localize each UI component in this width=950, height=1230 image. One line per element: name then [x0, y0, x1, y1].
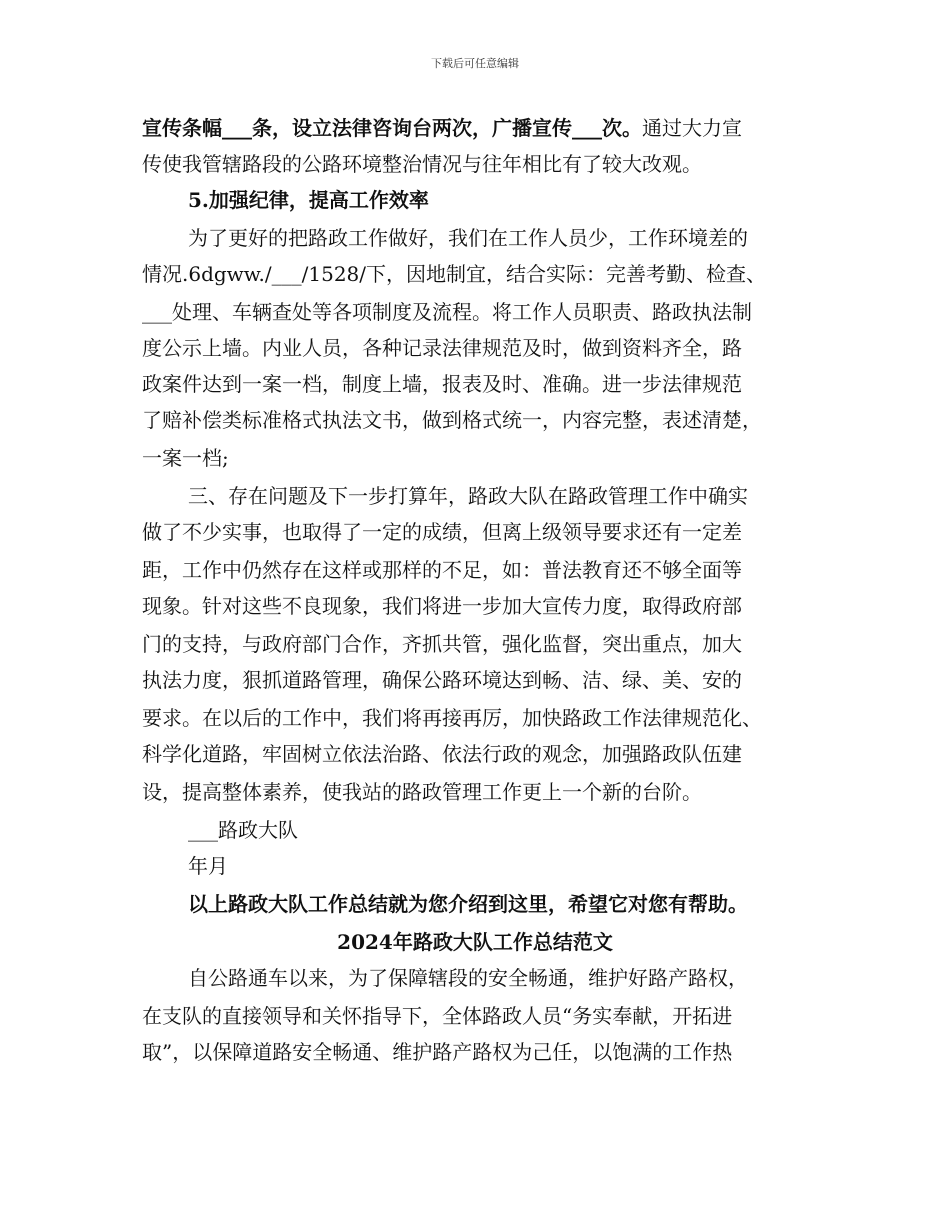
paragraph-line: 一案一档;	[142, 446, 229, 470]
paragraph-line: 执法力度，狠抓道路管理，确保公路环境达到畅、洁、绿、美、安的	[142, 668, 742, 692]
paragraph-line: 为了更好的把路政工作做好，我们在工作人员少，工作环境差的	[188, 226, 748, 250]
text: 通过大力宣	[642, 116, 742, 140]
paragraph-line: 要求。在以后的工作中，我们将再接再厉，加快路政工作法律规范化、	[142, 706, 762, 730]
paragraph-line: 在支队的直接领导和关怀指导下，全体路政人员“务实奉献，开拓进	[142, 1004, 733, 1028]
date-line: 年月	[188, 854, 228, 878]
paragraph-line: 科学化道路，牢固树立依法治路、依法行政的观念，加强路政队伍建	[142, 742, 742, 766]
paragraph-line: 门的支持，与政府部门合作，齐抓共管，强化监督，突出重点，加大	[142, 632, 742, 656]
paragraph-line: ___处理、车辆查处等各项制度及流程。将工作人员职责、路政执法制	[142, 300, 752, 324]
paragraph-line: 自公路通车以来，为了保障辖段的安全畅通，维护好路产路权，	[188, 966, 748, 990]
closing-line: 以上路政大队工作总结就为您介绍到这里，希望它对您有帮助。	[188, 892, 748, 916]
section-heading: 5.加强纪律，提高工作效率	[188, 188, 429, 212]
paragraph-line: 传使我管辖路段的公路环境整治情况与往年相比有了较大改观。	[142, 152, 702, 176]
paragraph-line: 三、存在问题及下一步打算年，路政大队在路政管理工作中确实	[188, 484, 748, 508]
paragraph-line	[142, 116, 742, 140]
document-title: 2024年路政大队工作总结范文	[337, 930, 613, 954]
paragraph-line: 设，提高整体素养，使我站的路政管理工作更上一个新的台阶。	[142, 780, 702, 804]
paragraph-line: 距，工作中仍然存在这样或那样的不足，如：普法教育还不够全面等	[142, 558, 742, 582]
bold-text: 宣传条幅___条，设立法律咨询台两次，广播宣传___次。	[142, 116, 642, 140]
page-header: 下载后可任意编辑	[431, 57, 519, 70]
paragraph-line: 取”，以保障道路安全畅通、维护路产路权为己任，以饱满的工作热	[142, 1040, 733, 1064]
signature-line: ___路政大队	[188, 818, 298, 842]
paragraph-line: 了赔补偿类标准格式执法文书，做到格式统一，内容完整，表述清楚，	[142, 408, 762, 432]
paragraph-line: 度公示上墙。内业人员，各种记录法律规范及时，做到资料齐全，路	[142, 336, 742, 360]
paragraph-line: 情况.6dgww./___/1528/下，因地制宜，结合实际：完善考勤、检查、	[142, 262, 767, 286]
paragraph-line: 现象。针对这些不良现象，我们将进一步加大宣传力度，取得政府部	[142, 594, 742, 618]
paragraph-line: 做了不少实事，也取得了一定的成绩，但离上级领导要求还有一定差	[142, 520, 742, 544]
paragraph-line: 政案件达到一案一档，制度上墙，报表及时、准确。进一步法律规范	[142, 372, 742, 396]
